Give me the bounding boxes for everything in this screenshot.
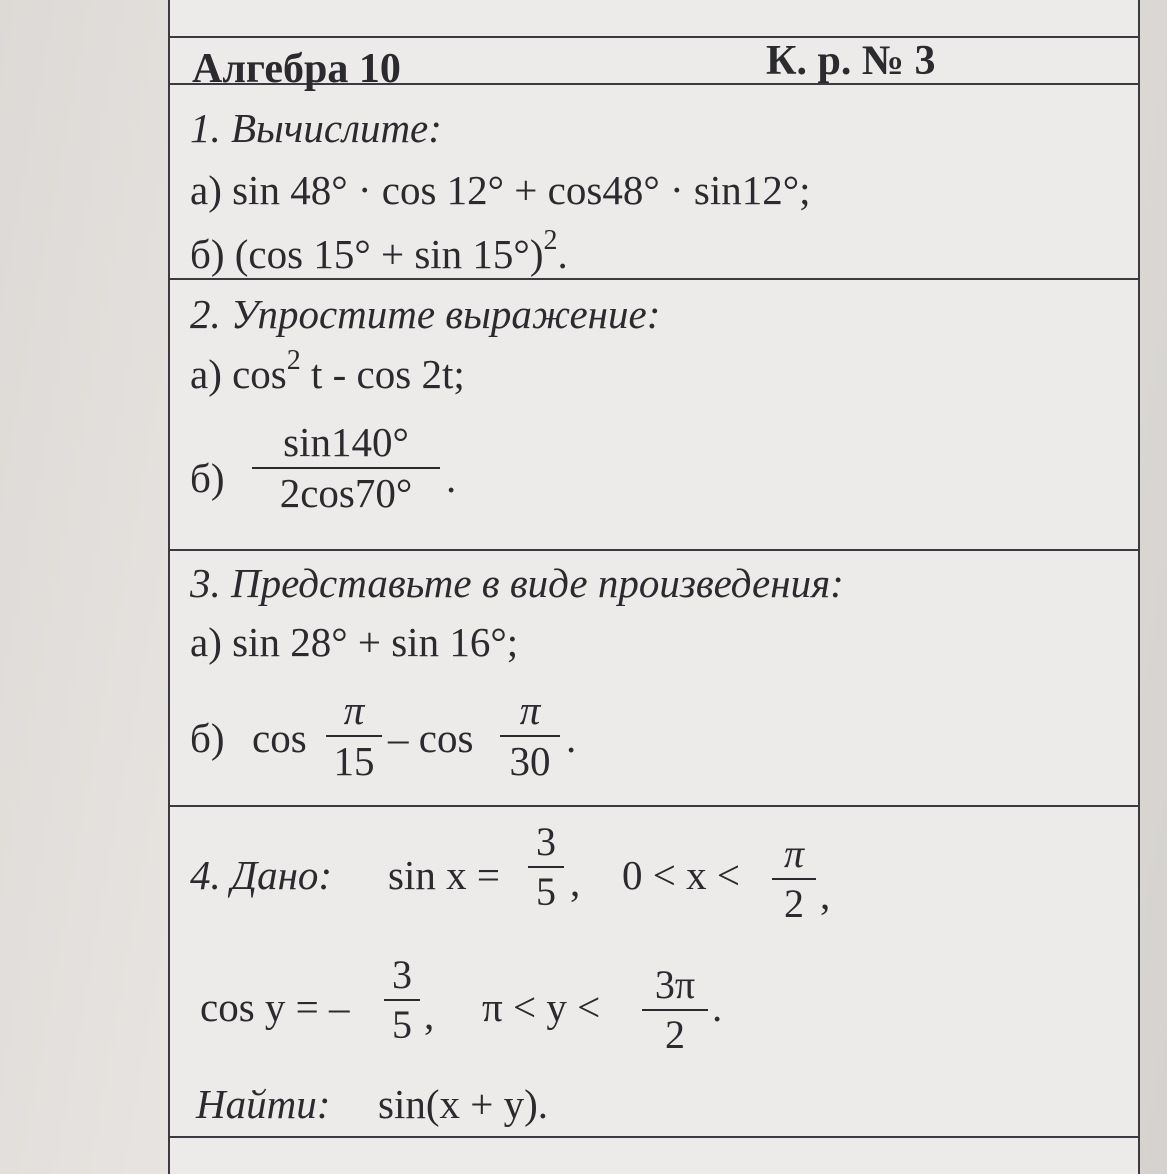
task4-ineq2: π < y < bbox=[482, 984, 601, 1030]
task4-cosy-numerator: 3 bbox=[392, 952, 412, 997]
task4-sinx: sin x = bbox=[388, 852, 500, 898]
task4-sinx-denominator: 5 bbox=[536, 869, 556, 914]
work-title: К. р. № 3 bbox=[766, 38, 936, 84]
task2-a: а) $\cos^2 t$ - cos 2t; bbox=[190, 345, 465, 397]
fraction-bar bbox=[252, 467, 440, 469]
task3-b-minus-cos: – cos bbox=[388, 715, 474, 761]
task3-b-fraction2 bbox=[500, 687, 560, 784]
task3-title: 3. Представьте в виде произведения: bbox=[190, 560, 844, 606]
task3-b-label: б) bbox=[190, 715, 225, 761]
task3-a: а) sin 28° + sin 16°; bbox=[190, 619, 519, 665]
task4-ineq1-denominator: 2 bbox=[784, 881, 804, 926]
task3-b-denominator2: 30 bbox=[509, 738, 551, 784]
task3-b-fraction1 bbox=[326, 687, 382, 784]
task2-b-fraction bbox=[252, 419, 440, 516]
fraction-bar bbox=[326, 735, 382, 737]
task4-comma3: , bbox=[424, 992, 435, 1038]
task4-end: . bbox=[712, 984, 723, 1030]
task4-comma1: , bbox=[570, 859, 581, 905]
fraction-bar bbox=[642, 1009, 708, 1011]
task4-find-label: Найти: bbox=[196, 1081, 331, 1127]
task4-cosy-fraction bbox=[384, 952, 420, 1047]
task4-ineq1: 0 < x < bbox=[622, 852, 740, 898]
task4-cosy: cos y = – bbox=[200, 984, 350, 1030]
subject-title: Алгебра 10 bbox=[192, 46, 401, 92]
divider-top bbox=[170, 36, 1138, 38]
divider-task3 bbox=[170, 805, 1138, 807]
task2-title: 2. Упростите выражение: bbox=[190, 291, 661, 337]
task3-b-denominator1: 15 bbox=[333, 738, 375, 784]
fraction-bar bbox=[528, 866, 564, 868]
task2-b-denominator: 2cos70° bbox=[279, 470, 413, 516]
task3-b-numerator1: π bbox=[343, 687, 365, 733]
fraction-bar bbox=[772, 878, 816, 880]
task3-b-cos1: cos bbox=[252, 715, 307, 761]
task1-title: 1. Вычислите: bbox=[190, 105, 442, 151]
divider-task4 bbox=[170, 1136, 1138, 1138]
task2-b-label: б) bbox=[190, 455, 225, 501]
task4-comma2: , bbox=[820, 872, 831, 918]
task4-cosy-denominator: 5 bbox=[392, 1002, 412, 1047]
task4-find-expr: sin(x + y). bbox=[378, 1081, 549, 1127]
task3-b-end: . bbox=[566, 715, 577, 761]
fraction-bar bbox=[384, 999, 420, 1001]
divider-task1 bbox=[170, 278, 1138, 280]
divider-task2 bbox=[170, 549, 1138, 551]
task2-b-numerator: sin140° bbox=[283, 419, 409, 465]
task1-a: а) sin 48° · cos 12° + cos48° · sin12°; bbox=[190, 167, 811, 213]
task4-ineq2-fraction bbox=[642, 962, 708, 1057]
task4-sinx-numerator: 3 bbox=[536, 819, 556, 864]
task3-b-numerator2: π bbox=[519, 687, 541, 733]
task4-ineq2-denominator: 2 bbox=[665, 1012, 685, 1057]
task4-ineq1-fraction bbox=[772, 831, 816, 926]
task4-label: 4. Дано: bbox=[190, 852, 333, 898]
task1-b: б) (cos 15° + sin 15°)$^2$. bbox=[190, 225, 568, 277]
fraction-bar bbox=[500, 735, 560, 737]
task4-ineq1-numerator: π bbox=[783, 831, 805, 876]
task4-sinx-fraction bbox=[528, 819, 564, 914]
task2-b-end: . bbox=[446, 455, 457, 501]
task4-ineq2-numerator: 3π bbox=[654, 962, 696, 1007]
